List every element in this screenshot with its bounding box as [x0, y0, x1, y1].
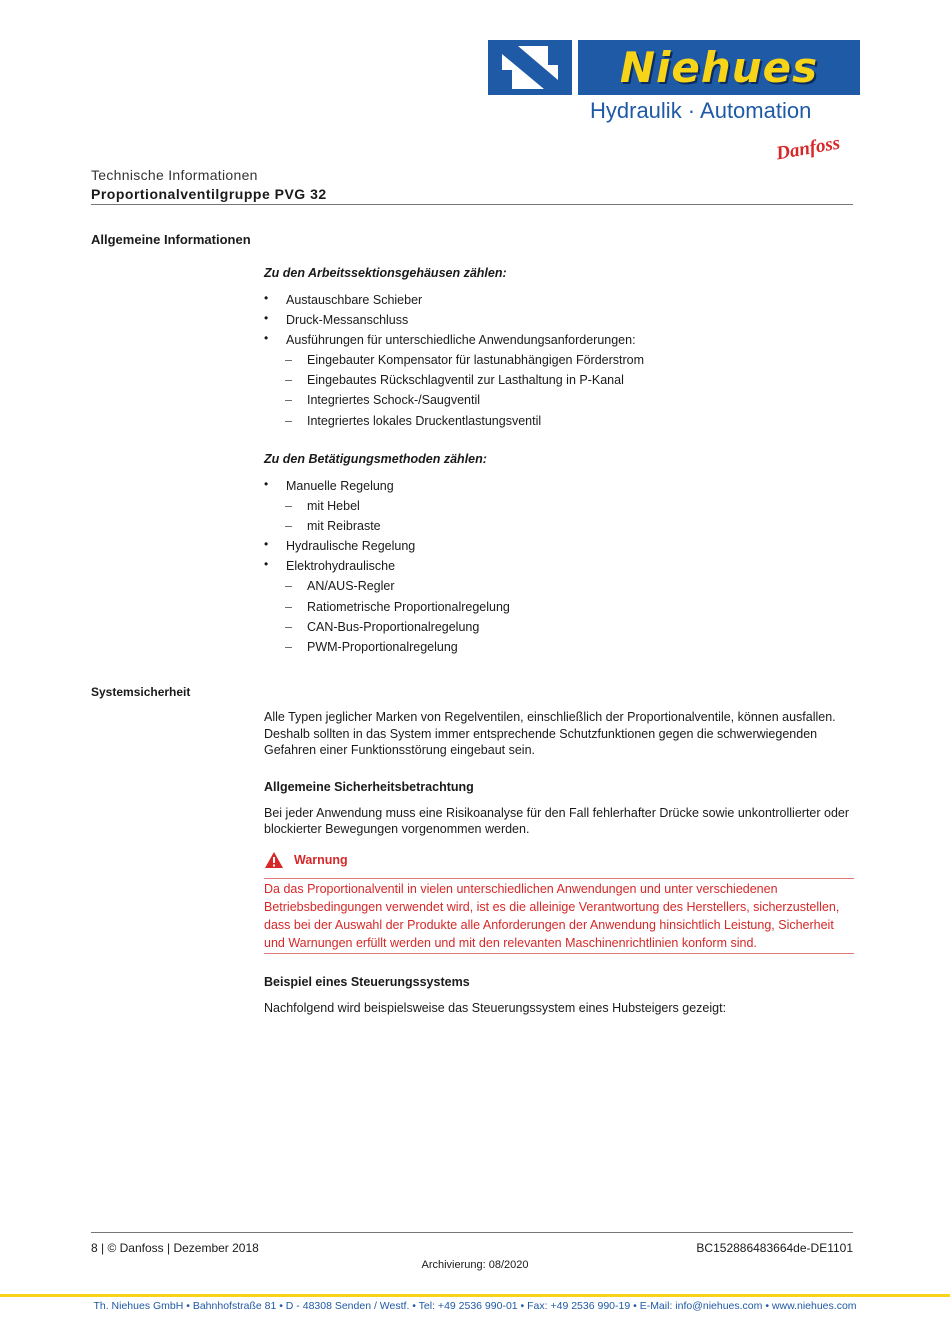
warning-label: Warnung: [294, 853, 348, 867]
niehues-tagline: Hydraulik · Automation: [590, 98, 812, 123]
warning-top-rule: [264, 878, 854, 879]
sub-bullet-item: – PWM-Proportionalregelung: [264, 637, 854, 657]
sub-bullet-item: – Eingebautes Rückschlagventil zur Lasthaltung in P-Kanal: [264, 370, 854, 390]
section-heading-safety: Systemsicherheit: [91, 685, 191, 699]
footer-page-info: 8 | © Danfoss | Dezember 2018: [91, 1241, 259, 1255]
warning-bottom-rule: [264, 953, 854, 954]
safety-intro-text: Alle Typen jeglicher Marken von Regelventilen, einschließlich der Proportionalventile, können ausfallen. Deshalb sollten in das System immer entsprechende Schutzfunktionen gegen die schwerwiegenden Gefahren einer Funktionsstörung eingebaut sein.: [264, 710, 836, 757]
sub-bullet-item: – Ratiometrische Proportionalregelung: [264, 597, 854, 617]
warning-text: Da das Proportionalventil in vielen unterschiedlichen Anwendungen und unter verschiedenen Betriebsbedingungen verwendet wird, ist es die alleinige Verantwortung des Herstellers, sicherzustellen, dass bei der Auswahl der Produkte alle Anforderungen der Anwendung hinsichtlich Leistung, Sicherheit und Warnungen erfüllt werden und mit den relevanten Maschinenrichtlinien konform sind.: [264, 882, 840, 950]
niehues-brand-bar: [578, 40, 860, 95]
sub-bullet-item: – AN/AUS-Regler: [264, 576, 854, 596]
warning-header: [264, 851, 854, 871]
bullet-item: • Druck-Messanschluss: [264, 310, 854, 330]
header-divider: [91, 204, 853, 205]
niehues-logo: [488, 40, 860, 126]
niehues-emblem-icon: [488, 40, 572, 95]
safety-intro: [264, 709, 854, 759]
bullet-item: • Hydraulische Regelung: [264, 536, 854, 556]
example-block: [264, 974, 854, 1016]
bullet-item: • Manuelle Regelung: [264, 476, 854, 496]
bullet-item: • Austauschbare Schieber: [264, 290, 854, 310]
sub-bullet-item: – Eingebauter Kompensator für lastunabhängigen Förderstrom: [264, 350, 854, 370]
warning-triangle-icon: [264, 851, 284, 869]
bullet-item: • Elektrohydraulische: [264, 556, 854, 576]
niehues-brand-name: Niehues: [619, 43, 819, 92]
general-safety-text: Bei jeder Anwendung muss eine Risikoanalyse für den Fall fehlerhafter Drücke sowie unkontrollierter oder blockierter Bewegungen vorgenommen werden.: [264, 805, 850, 836]
contact-divider: [0, 1294, 950, 1297]
contact-line: Th. Niehues GmbH • Bahnhofstraße 81 • D - 48308 Senden / Westf. • Tel: +49 2536 990-01 • Fax: +49 2536 990-19 • E-Mail: info@niehues.com • www.niehues.com: [93, 1300, 857, 1312]
footer-divider: [91, 1232, 853, 1233]
sub-bullet-item: – mit Hebel: [264, 496, 854, 516]
document-type: Technische Informationen: [91, 167, 258, 183]
actuation-heading: Zu den Betätigungsmethoden zählen:: [264, 452, 487, 466]
danfoss-logo: Danfoss: [774, 132, 842, 165]
work-sections-block: [264, 265, 854, 431]
sub-bullet-item: – mit Reibraste: [264, 516, 854, 536]
work-sections-heading: Zu den Arbeitssektionsgehäusen zählen:: [264, 266, 507, 280]
example-text: Nachfolgend wird beispielsweise das Steuerungssystem eines Hubsteigers gezeigt:: [264, 1000, 727, 1015]
actuation-block: [264, 451, 854, 657]
example-heading: Beispiel eines Steuerungssystems: [264, 975, 470, 989]
footer-archive-note: Archivierung: 08/2020: [421, 1259, 529, 1271]
general-safety-heading: Allgemeine Sicherheitsbetrachtung: [264, 780, 474, 794]
section-heading-general: Allgemeine Informationen: [91, 232, 251, 247]
general-safety-block: [264, 779, 854, 838]
footer-document-code: BC152886483664de-DE1101: [696, 1241, 853, 1255]
document-title: Proportionalventilgruppe PVG 32: [91, 186, 327, 202]
work-sections-list: [264, 290, 854, 431]
bullet-item: • Ausführungen für unterschiedliche Anwendungsanforderungen:: [264, 330, 854, 350]
sub-bullet-item: – Integriertes lokales Druckentlastungsventil: [264, 411, 854, 431]
actuation-list: [264, 476, 854, 658]
sub-bullet-item: – CAN-Bus-Proportionalregelung: [264, 617, 854, 637]
sub-bullet-item: – Integriertes Schock-/Saugventil: [264, 390, 854, 410]
